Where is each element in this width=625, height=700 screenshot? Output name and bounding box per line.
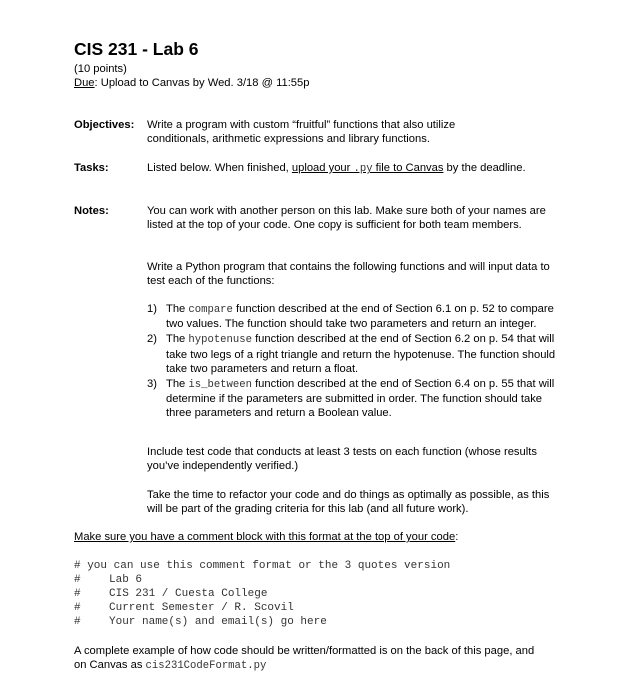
notes-text-2: Write a Python program that contains the following functions and will input data to test each of the functions: [147, 261, 550, 288]
item-number: 2) [147, 333, 157, 346]
upload-instruction [292, 162, 444, 174]
item-pre: The [166, 378, 189, 391]
tasks-label: Tasks: [74, 162, 109, 174]
due-line [74, 76, 309, 90]
notes-paragraph-4 [147, 488, 552, 516]
code-text: Lab 6 [109, 573, 143, 586]
notes-paragraph-2 [147, 260, 552, 288]
tasks-after: by the deadline. [443, 162, 526, 174]
item-number: 3) [147, 378, 157, 391]
hash-mark: # [74, 615, 81, 628]
hash-mark: # [74, 601, 81, 614]
hash-mark: # [74, 573, 81, 586]
py-extension: .py [353, 163, 373, 175]
function-name: is_between [188, 379, 252, 392]
footer-text: A complete example of how code should be written/formatted is on the back of this page, and on Canvas as [74, 645, 535, 672]
notes-text-1: You can work with another person on this lab. Make sure both of your names are listed at the top of your code. One copy is sufficient for both team members. [147, 205, 546, 232]
item-description: function described at the end of Section 6.1 on p. 52 to compare two values. The function should take two parameters and return an integer. [166, 303, 554, 331]
upload-text-2: file to Canvas [372, 162, 444, 174]
hash-mark: # [74, 587, 81, 600]
item-number: 1) [147, 303, 157, 315]
upload-text-1: upload your [291, 162, 354, 174]
comment-heading-text: Make sure you have a comment block with this format at the top of your code [74, 531, 456, 543]
code-line [74, 574, 450, 588]
item-pre: The [166, 303, 189, 315]
code-text: CIS 231 / Cuesta College [109, 587, 268, 600]
code-comment-block [74, 560, 450, 630]
code-line [74, 588, 450, 602]
code-format-filename: cis231CodeFormat.py [145, 660, 267, 673]
item-description: function described at the end of Section 6.2 on p. 54 that will take two legs of a right triangle and return the hypotenuse. The function should take two parameters and return a float. [166, 333, 556, 375]
code-line [74, 616, 450, 630]
tasks-text [147, 161, 537, 176]
notes-paragraph-3 [147, 445, 552, 473]
function-list [147, 302, 557, 422]
list-item [147, 302, 557, 331]
points-text: (10 points) [74, 63, 127, 75]
function-name: compare [188, 304, 233, 316]
code-text: Current Semester / R. Scovil [109, 601, 294, 614]
code-line [74, 560, 450, 574]
comment-heading-colon: : [455, 531, 459, 543]
comment-heading [74, 530, 458, 544]
notes-label: Notes: [74, 205, 109, 217]
objectives-label: Objectives: [74, 119, 135, 131]
item-pre: The [166, 333, 189, 346]
notes-text-3: Include test code that conducts at least 3 tests on each function (whose results you’ve independently verified.) [147, 446, 537, 473]
document-title: CIS 231 - Lab 6 [74, 39, 199, 59]
list-item [147, 377, 557, 421]
code-text: Your name(s) and email(s) go here [109, 615, 327, 628]
tasks-before: Listed below. When finished, [147, 162, 292, 174]
function-name: hypotenuse [188, 334, 252, 347]
notes-text-4: Take the time to refactor your code and do things as optimally as possible, as this will be part of the grading criteria for this lab (and all future work). [147, 489, 550, 516]
due-text: : Upload to Canvas by Wed. 3/18 @ 11:55p [94, 77, 310, 89]
hash-mark: # [74, 560, 81, 572]
objectives-line-1: Write a program with custom “fruitful” functions that also utilize [147, 119, 456, 131]
code-line [74, 602, 450, 616]
footer-note [74, 644, 544, 673]
item-description: function described at the end of Section 6.4 on p. 55 that will determine if the parameters are submitted in order. The function should take three parameters and return a Boolean value. [166, 378, 555, 420]
list-item [147, 332, 557, 376]
notes-paragraph-1 [147, 204, 552, 232]
due-label: Due [74, 77, 95, 89]
objectives-line-2: conditionals, arithmetic expressions and library functions. [147, 133, 430, 145]
code-text: you can use this comment format or the 3 quotes version [80, 560, 451, 572]
